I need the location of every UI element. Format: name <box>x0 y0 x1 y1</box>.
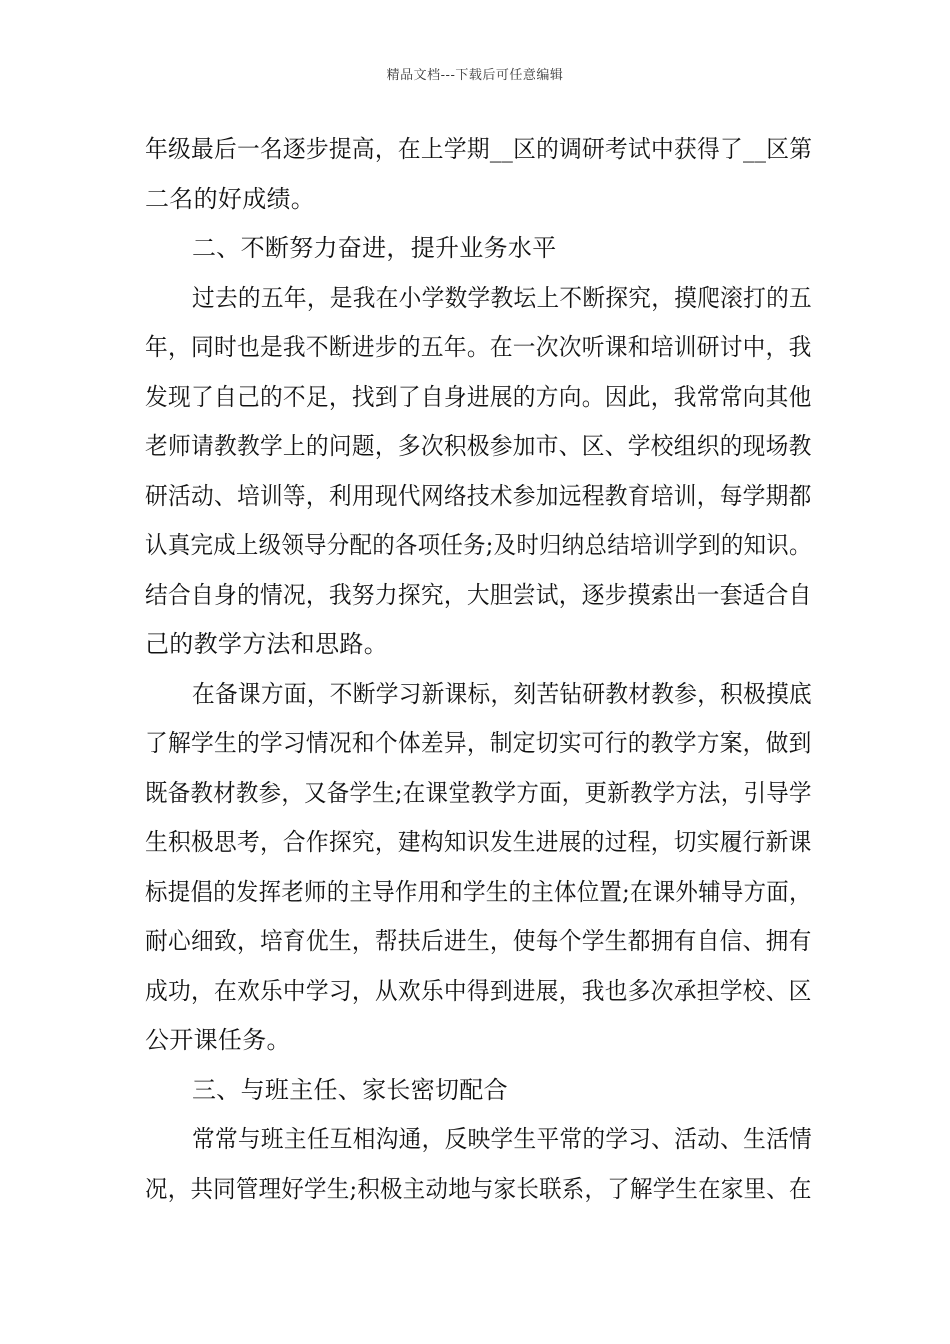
paragraph-line: 标提倡的发挥老师的主导作用和学生的主体位置;在课外辅导方面， <box>145 877 812 906</box>
paragraph-line: 己的教学方法和思路。 <box>145 630 388 658</box>
paragraph-line: 了解学生的学习情况和个体差异，制定切实可行的教学方案，做到 <box>145 729 812 757</box>
paragraph-line: 老师请教教学上的问题，多次积极参加市、区、学校组织的现场教 <box>145 432 812 460</box>
paragraph-line: 结合自身的情况，我努力探究，大胆尝试，逐步摸索出一套适合自 <box>145 580 812 609</box>
paragraph-line: 研活动、培训等，利用现代网络技术参加远程教育培训，每学期都 <box>145 481 812 510</box>
page-header: 精品文档---下载后可任意编辑 <box>386 68 564 83</box>
paragraph-line: 公开课任务。 <box>145 1026 291 1054</box>
paragraph-line: 认真完成上级领导分配的各项任务;及时归纳总结培训学到的知识。 <box>145 531 812 559</box>
paragraph-line: 况，共同管理好学生;积极主动地与家长联系，了解学生在家里、在 <box>145 1174 812 1203</box>
paragraph-line: 二名的好成绩。 <box>145 184 316 213</box>
paragraph-line: 年，同时也是我不断进步的五年。在一次次听课和培训研讨中，我 <box>145 333 812 361</box>
paragraph-first-line: 三、与班主任、家长密切配合 <box>192 1075 508 1104</box>
paragraph-line: 既备教材教参，又备学生;在课堂教学方面，更新教学方法，引导学 <box>145 778 812 807</box>
paragraph-line: 成功，在欢乐中学习，从欢乐中得到进展，我也多次承担学校、区 <box>145 976 812 1005</box>
paragraph-first-line: 常常与班主任互相沟通，反映学生平常的学习、活动、生活情 <box>192 1125 813 1153</box>
paragraph-first-line: 在备课方面，不断学习新课标，刻苦钻研教材教参，积极摸底 <box>192 679 813 708</box>
paragraph-line: 年级最后一名逐步提高，在上学期__区的调研考试中获得了__区第 <box>145 135 813 163</box>
paragraph-line: 耐心细致，培育优生，帮扶后进生，使每个学生都拥有自信、拥有 <box>145 927 812 955</box>
paragraph-first-line: 二、不断努力奋进，提升业务水平 <box>192 234 557 262</box>
paragraph-line: 发现了自己的不足，找到了自身进展的方向。因此，我常常向其他 <box>145 382 812 411</box>
paragraph-line: 生积极思考，合作探究，建构知识发生进展的过程，切实履行新课 <box>145 828 812 856</box>
paragraph-first-line: 过去的五年，是我在小学数学教坛上不断探究，摸爬滚打的五 <box>192 283 813 312</box>
